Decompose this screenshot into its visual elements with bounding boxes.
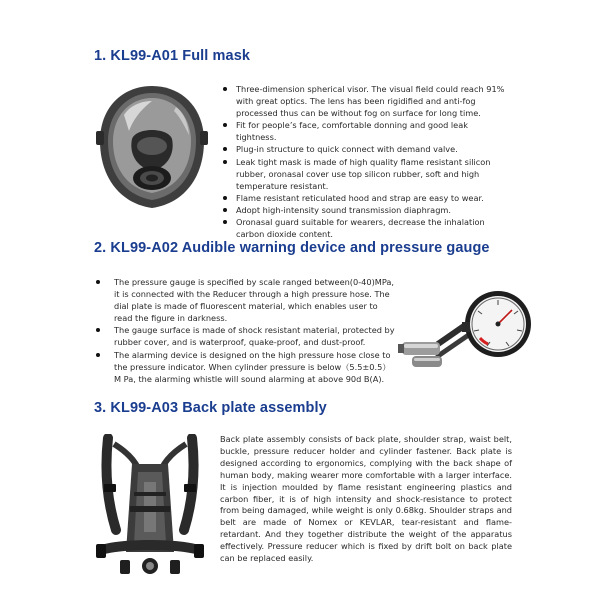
bullet-item: Adopt high-intensity sound transmission diaphragm. [222, 204, 510, 216]
bullet-item: The pressure gauge is specified by scale ranged between(0-40)MPa, it is connected with the Reducer through a high pressure hose. The dial plate is made of fluorescent material, which enables user to read the figure in darkness. [96, 276, 396, 324]
bullet-item: Oronasal guard suitable for wearers, decrease the inhalation carbon dioxide content. [222, 216, 510, 240]
bullet-item: The gauge surface is made of shock resistant material, protected by rubber cover, and is waterproof, quake-proof, and dust-proof. [96, 324, 396, 348]
section-3-title: 3. KL99-A03 Back plate assembly [94, 400, 327, 416]
back-plate-image [94, 434, 206, 584]
section-1-title: 1. KL99-A01 Full mask [94, 48, 251, 64]
section-2-bullets [96, 276, 396, 385]
bullet-item: Leak tight mask is made of high quality flame resistant silicon rubber, oronasal cover use top silicon rubber, soft and high temperature resistant. [222, 156, 510, 192]
bullet-item: Flame resistant reticulated hood and strap are easy to wear. [222, 192, 510, 204]
section-1-bullets [222, 83, 510, 240]
bullet-item: Fit for people’s face, comfortable donning and good leak tightness. [222, 119, 510, 143]
section-3-paragraph: Back plate assembly consists of back plate, shoulder strap, waist belt, buckle, pressure reducer holder and cylinder fastener. Back plate is designed according to ergonomics, complying with the back shape of human body, making wearer more comfortable with a larger interface. It is injection moulded by flame resistant engineering plastics and carbon fiber, it is of high intensity and shock-resistance to protect from being damaged, while weight is only 0.68kg. Shoulder straps and belt are made of Nomex or KEVLAR, tear-resistant and flame-retardant. And they together distribute the weight of the apparatus effectively. Pressure reducer which is fixed by drift bolt on back plate can be replaced easily. [220, 434, 512, 564]
bullet-item: The alarming device is designed on the high pressure hose close to the pressure indicator. When cylinder pressure is below（5.5±0.5）M Pa, the alarming whistle will sound alarming at above 90d B(A). [96, 349, 396, 385]
bullet-item: Plug-in structure to quick connect with demand valve. [222, 143, 510, 155]
bullet-item: Three-dimension spherical visor. The visual field could reach 91% with great optics. The lens has been rigidified and anti-fog processed thus can be without fog on surface for long time. [222, 83, 510, 119]
full-mask-image [96, 83, 208, 211]
pressure-gauge-image [398, 286, 532, 376]
section-2-title: 2. KL99-A02 Audible warning device and pressure gauge [94, 240, 490, 256]
